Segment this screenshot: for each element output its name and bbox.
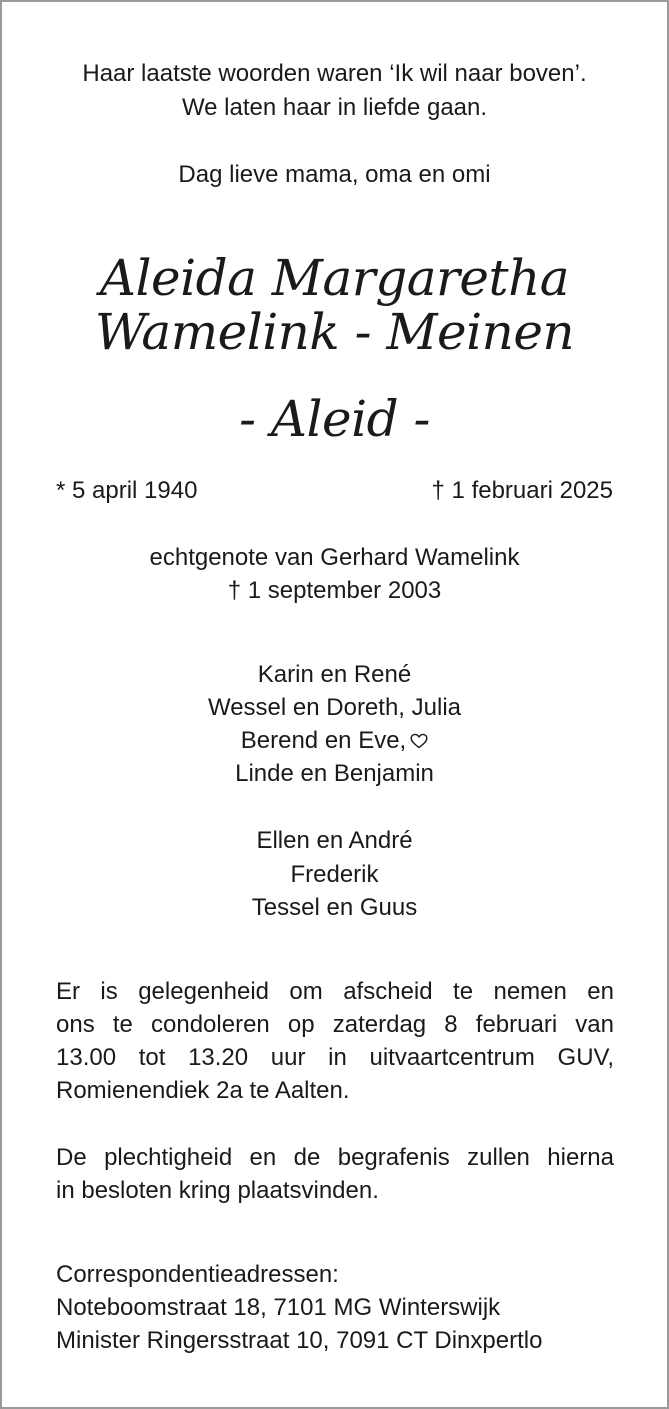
paragraph-line: Er is gelegenheid om afscheid te nemen en: [56, 978, 614, 1005]
epigraph-line-1: Haar laatste woorden waren ‘Ik wil naar boven’.: [82, 60, 587, 87]
spouse-line-2: † 1 september 2003: [227, 577, 442, 604]
condolence-paragraph: [56, 975, 614, 1107]
spouse-line-1: echtgenote van Gerhard Wamelink: [149, 544, 520, 571]
paragraph-line: Romienendiek 2a te Aalten.: [56, 1077, 350, 1104]
paragraph-line: De plechtigheid en de begrafenis zullen hierna: [56, 1144, 614, 1171]
paragraph-line: ons te condoleren op zaterdag 8 februari van: [56, 1011, 614, 1038]
family-member: Frederik: [290, 861, 379, 888]
family-member-with-heart: [0, 724, 669, 758]
correspondence-address: Noteboomstraat 18, 7101 MG Winterswijk: [56, 1294, 501, 1321]
death-date: † 1 februari 2025: [431, 477, 613, 504]
family-member: Linde en Benjamin: [235, 760, 434, 787]
heart-outline-icon: [410, 733, 428, 749]
correspondence-address: Minister Ringersstraat 10, 7091 CT Dinxpertlo: [56, 1327, 543, 1354]
paragraph-line: in besloten kring plaatsvinden.: [56, 1177, 379, 1204]
family-member: Karin en René: [257, 661, 412, 688]
deceased-nickname: - Aleid -: [239, 390, 430, 448]
deceased-name-line-2: Wamelink - Meinen: [94, 303, 575, 361]
deceased-name-line-1: Aleida Margaretha: [99, 249, 570, 307]
birth-date: * 5 april 1940: [56, 477, 198, 504]
correspondence-block: [56, 1258, 614, 1357]
family-member: Tessel en Guus: [251, 894, 418, 921]
epigraph-line-2: We laten haar in liefde gaan.: [181, 94, 488, 121]
family-member: Ellen en André: [256, 827, 413, 854]
family-member-text: Berend en Eve,: [240, 727, 407, 754]
ceremony-paragraph: [56, 1141, 614, 1207]
farewell-line: Dag lieve mama, oma en omi: [178, 161, 491, 188]
family-member: Wessel en Doreth, Julia: [207, 694, 461, 721]
correspondence-heading: Correspondentieadressen:: [56, 1261, 339, 1288]
paragraph-line: 13.00 tot 13.20 uur in uitvaartcentrum GUV,: [56, 1044, 614, 1071]
